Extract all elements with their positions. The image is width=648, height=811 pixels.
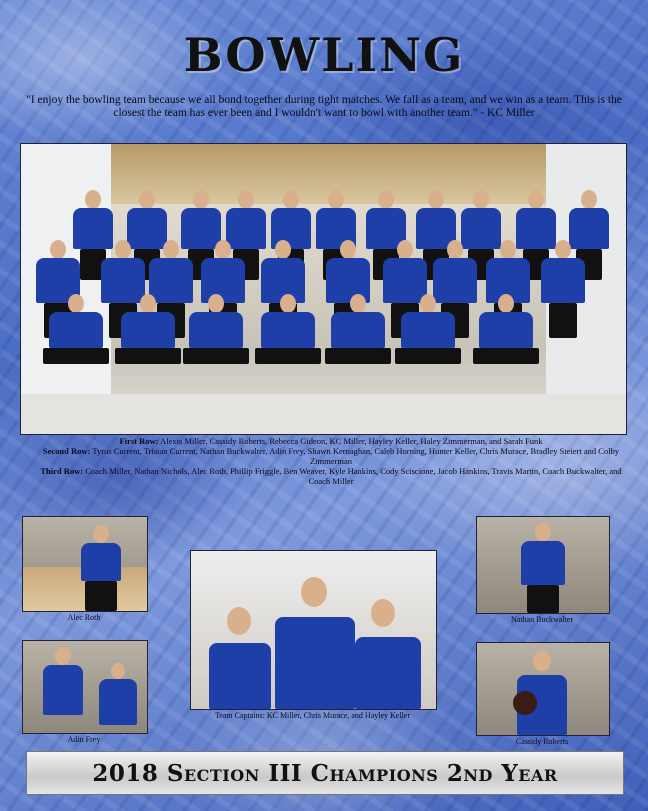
team-photo-names (36, 436, 626, 486)
adin-frey-caption: Adin Frey (67, 735, 101, 744)
nathan-buckwalter-photo (476, 516, 610, 614)
second-row-names: Tyrus Current, Tristan Current, Nathan Buckwalter, Adin Frey, Shawn Kernaghan, Caleb Horning, Hunter Keller, Chris Murace, Bradley Steiert and Colby Zimmerman (92, 446, 620, 466)
photo-floor (21, 394, 626, 434)
team-captains-caption: Team Captains: KC Miller, Chris Murace, and Hayley Keller (214, 711, 411, 720)
page-title: BOWLING (183, 28, 465, 82)
adin-frey-photo (22, 640, 148, 734)
third-row-names: Coach Miller, Nathan Nichols, Alec Roth, Phillip Friggle, Ben Weaver, Kyle Hankins, Cody Sciscione, Jacob Hankins, Travis Martin, Coach Buckwalter, and Coach Miller (85, 466, 622, 486)
championship-banner: 2018 Section III Champions 2nd Year (26, 751, 624, 795)
cassidy-roberts-photo (476, 642, 610, 736)
team-quote: "I enjoy the bowling team because we all bond together during tight matches. We fall as a team, and we win as a team. This is the closest the team has ever been and I wouldn't want to bowl with another team." - KC Miller (26, 94, 622, 119)
team-group-photo (20, 143, 627, 435)
team-captains-photo (190, 550, 437, 710)
cassidy-roberts-caption: Cassidy Roberts (515, 737, 569, 746)
alec-roth-photo (22, 516, 148, 612)
second-row-label: Second Row: (42, 446, 91, 456)
first-row-label: First Row: (119, 436, 159, 446)
alec-roth-caption: Alec Roth (67, 613, 101, 622)
third-row-label: Third Row: (40, 466, 84, 476)
nathan-buckwalter-caption: Nathan Buckwalter (511, 615, 573, 624)
first-row-names: Alexis Miller, Cassidy Roberts, Rebecca Gideon, KC Miller, Hayley Keller, Haley Zimmerman, and Sarah Funk (160, 436, 543, 446)
